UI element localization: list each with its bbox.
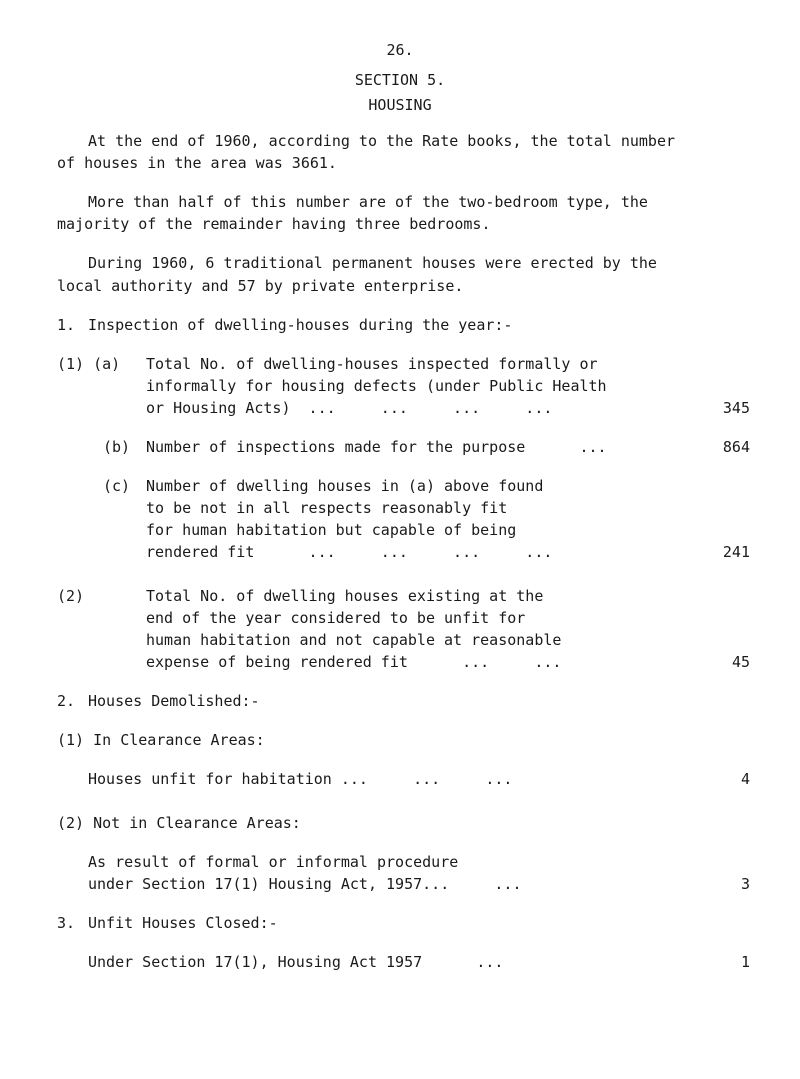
s1-2-value: 45 [731, 653, 750, 671]
s1-number: 1. [57, 316, 76, 334]
s1-1a-line2: informally for housing defects (under Public Health [146, 377, 607, 395]
s2-2-value: 3 [740, 875, 750, 893]
s1-1c-line4: rendered fit ... ... ... ... [146, 543, 553, 561]
s1-2-label: (2) [57, 587, 85, 605]
s3-line: Under Section 17(1), Housing Act 1957 ... [88, 953, 504, 971]
s1-1b-value: 864 [722, 438, 750, 456]
intro-p3-line2: local authority and 57 by private enterprise. [57, 277, 464, 295]
page-number: 26. [386, 41, 414, 59]
s1-1c-value: 241 [722, 543, 750, 561]
s1-2-line3: human habitation and not capable at reasonable [146, 631, 562, 649]
s2-number: 2. [57, 692, 76, 710]
s1-1c-line1: Number of dwelling houses in (a) above found [146, 477, 544, 495]
s1-1a-label: (1) (a) [57, 355, 121, 373]
s2-2-line2: under Section 17(1) Housing Act, 1957... ... [88, 875, 522, 893]
s1-1b-label: (b) [103, 438, 131, 456]
section-label: SECTION 5. [354, 71, 446, 89]
s2-2-heading: (2) Not in Clearance Areas: [57, 814, 301, 832]
s2-1-line: Houses unfit for habitation ... ... ... [88, 770, 513, 788]
intro-p3-line1: During 1960, 6 traditional permanent houses were erected by the [88, 254, 657, 272]
s1-2-line1: Total No. of dwelling houses existing at the [146, 587, 544, 605]
intro-p2-line2: majority of the remainder having three bedrooms. [57, 215, 491, 233]
s3-number: 3. [57, 914, 76, 932]
intro-p1-line1: At the end of 1960, according to the Rate books, the total number [88, 132, 675, 150]
page-title: HOUSING [368, 96, 432, 114]
s3-value: 1 [740, 953, 750, 971]
intro-p1-line2: of houses in the area was 3661. [57, 154, 337, 172]
s1-2-line2: end of the year considered to be unfit for [146, 609, 526, 627]
s1-1c-line3: for human habitation but capable of being [146, 521, 517, 539]
s2-2-line1: As result of formal or informal procedure [88, 853, 459, 871]
s1-2-line4: expense of being rendered fit ... ... [146, 653, 562, 671]
s2-1-heading: (1) In Clearance Areas: [57, 731, 265, 749]
s1-1a-value: 345 [722, 399, 750, 417]
s1-1a-line3: or Housing Acts) ... ... ... ... [146, 399, 553, 417]
intro-p2-line1: More than half of this number are of the two-bedroom type, the [88, 193, 648, 211]
s1-heading: Inspection of dwelling-houses during the year:- [88, 316, 513, 334]
s1-1c-line2: to be not in all respects reasonably fit [146, 499, 508, 517]
s1-1a-line1: Total No. of dwelling-houses inspected formally or [146, 355, 598, 373]
s1-1c-label: (c) [103, 477, 131, 495]
s2-heading: Houses Demolished:- [88, 692, 260, 710]
s3-heading: Unfit Houses Closed:- [88, 914, 278, 932]
s2-1-value: 4 [740, 770, 750, 788]
s1-1b-line1: Number of inspections made for the purpose ... [146, 438, 607, 456]
